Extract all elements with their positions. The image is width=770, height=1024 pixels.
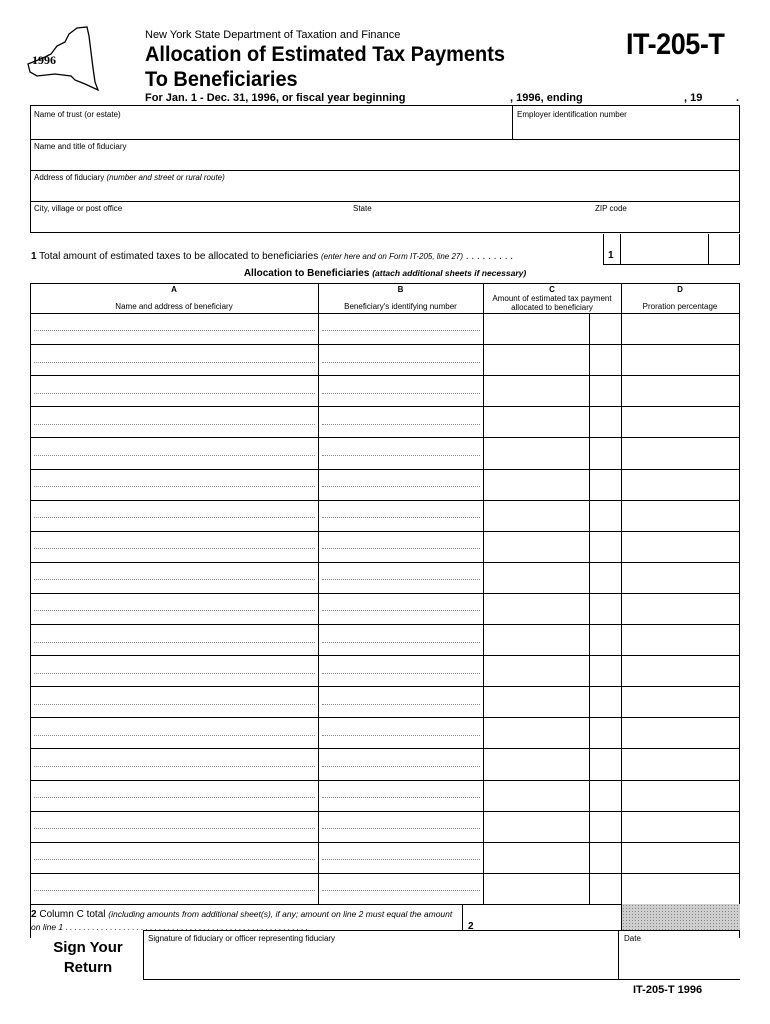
column-a-letter: A [171, 285, 177, 294]
beneficiary-id-cell[interactable] [319, 875, 483, 904]
address-field[interactable] [31, 183, 738, 200]
line2-note: (including amounts from additional sheet(s), if any; amount on line 2 must equal the amount on line 1 [31, 909, 453, 932]
proration-percentage-cell[interactable] [622, 439, 739, 468]
allocated-amount-cell[interactable] [484, 626, 589, 655]
allocated-cents-cell[interactable] [590, 564, 620, 593]
proration-percentage-cell[interactable] [622, 346, 739, 375]
allocated-amount-cell[interactable] [484, 719, 589, 748]
beneficiary-id-cell[interactable] [319, 314, 483, 343]
dotted-guide [322, 393, 480, 394]
proration-percentage-cell[interactable] [622, 782, 739, 811]
proration-percentage-cell[interactable] [622, 471, 739, 500]
beneficiary-name-cell[interactable] [31, 782, 318, 811]
dotted-guide [34, 642, 315, 643]
column-c-letter: C [549, 285, 555, 294]
table-row [30, 717, 740, 749]
allocated-amount-cell[interactable] [484, 813, 589, 842]
dotted-guide [34, 393, 315, 394]
allocated-amount-cell[interactable] [484, 346, 589, 375]
footer-form-id: IT-205-T 1996 [633, 984, 703, 996]
allocated-cents-cell[interactable] [590, 502, 620, 531]
proration-percentage-cell[interactable] [622, 719, 739, 748]
line1-box-number: 1 [608, 250, 614, 261]
beneficiary-id-cell[interactable] [319, 502, 483, 531]
dotted-guide [322, 610, 480, 611]
dotted-guide [34, 610, 315, 611]
beneficiary-id-cell[interactable] [319, 439, 483, 468]
proration-percentage-cell[interactable] [622, 314, 739, 343]
dotted-guide [34, 673, 315, 674]
dotted-guide [322, 673, 480, 674]
tax-period-dot: . [736, 92, 740, 104]
allocation-heading-note: (attach additional sheets if necessary) [372, 268, 527, 278]
dotted-guide [322, 330, 480, 331]
dotted-guide [34, 517, 315, 518]
allocated-cents-cell[interactable] [590, 657, 620, 686]
beneficiary-id-cell[interactable] [319, 595, 483, 624]
city-label: City, village or post office [34, 204, 123, 213]
allocated-amount-cell[interactable] [484, 314, 589, 343]
allocated-amount-cell[interactable] [484, 750, 589, 779]
allocated-amount-cell[interactable] [484, 377, 589, 406]
line2-number: 2 [31, 909, 37, 920]
line1-note: (enter here and on Form IT-205, line 27) [321, 252, 464, 261]
proration-percentage-cell[interactable] [622, 408, 739, 437]
allocated-cents-cell[interactable] [590, 688, 620, 717]
allocated-amount-cell[interactable] [484, 782, 589, 811]
dotted-guide [34, 735, 315, 736]
beneficiary-id-cell[interactable] [319, 408, 483, 437]
year-badge: 1996 [32, 53, 56, 67]
line1-leader: . . . . . . . . . [463, 251, 514, 262]
date-field[interactable] [620, 945, 738, 977]
beneficiary-name-cell[interactable] [31, 657, 318, 686]
beneficiary-id-cell[interactable] [319, 471, 483, 500]
column-b-label: Beneficiary's identifying number [344, 302, 457, 311]
dotted-guide [322, 704, 480, 705]
allocated-amount-cell[interactable] [484, 844, 589, 873]
beneficiary-name-cell[interactable] [31, 719, 318, 748]
zip-label: ZIP code [595, 204, 627, 213]
dotted-guide [34, 548, 315, 549]
dotted-guide [34, 579, 315, 580]
address-label [34, 173, 225, 182]
allocated-cents-cell[interactable] [590, 377, 620, 406]
line1-cents-field[interactable] [709, 235, 738, 263]
allocated-cents-cell[interactable] [590, 719, 620, 748]
table-row [30, 811, 740, 843]
dotted-guide [322, 859, 480, 860]
beneficiary-name-cell[interactable] [31, 502, 318, 531]
proration-percentage-cell[interactable] [622, 657, 739, 686]
proration-percentage-cell[interactable] [622, 533, 739, 562]
line2-amount-field[interactable] [484, 905, 588, 929]
line1-text [31, 251, 513, 262]
dotted-guide [34, 890, 315, 891]
signature-field[interactable] [145, 945, 615, 977]
dotted-guide [34, 424, 315, 425]
state-label: State [353, 204, 372, 213]
line2-box-number: 2 [468, 921, 474, 932]
dotted-guide [34, 704, 315, 705]
sign-heading-line1: Sign Your [53, 939, 123, 956]
sign-your-return-heading [40, 938, 136, 978]
beneficiary-id-cell[interactable] [319, 657, 483, 686]
allocated-cents-cell[interactable] [590, 813, 620, 842]
dotted-guide [34, 330, 315, 331]
dotted-guide [322, 579, 480, 580]
beneficiary-name-cell[interactable] [31, 564, 318, 593]
dotted-guide [34, 828, 315, 829]
table-row [30, 624, 740, 656]
beneficiary-name-cell[interactable] [31, 813, 318, 842]
beneficiary-id-cell[interactable] [319, 346, 483, 375]
form-number: IT-205-T [626, 28, 725, 61]
allocated-amount-cell[interactable] [484, 439, 589, 468]
dotted-guide [34, 859, 315, 860]
column-d-label: Proration percentage [642, 302, 718, 311]
new-york-state-outline [25, 24, 105, 94]
beneficiary-id-cell[interactable] [319, 813, 483, 842]
beneficiary-id-cell[interactable] [319, 719, 483, 748]
beneficiary-name-cell[interactable] [31, 471, 318, 500]
proration-percentage-cell[interactable] [622, 688, 739, 717]
dotted-guide [322, 455, 480, 456]
table-row [30, 469, 740, 501]
column-b-letter: B [397, 285, 404, 294]
dotted-guide [322, 548, 480, 549]
beneficiary-id-cell[interactable] [319, 564, 483, 593]
tax-period-ending-label: , 1996, ending [510, 92, 583, 104]
table-row [30, 686, 740, 718]
table-row [30, 313, 740, 344]
proration-percentage-cell[interactable] [622, 750, 739, 779]
proration-percentage-cell[interactable] [622, 595, 739, 624]
table-row [30, 500, 740, 532]
table-row [30, 437, 740, 469]
proration-percentage-cell[interactable] [622, 875, 739, 904]
city-field[interactable] [31, 214, 349, 231]
allocated-cents-cell[interactable] [590, 471, 620, 500]
table-row [30, 344, 740, 376]
line2-leader: . . . . . . . . . . . . . . . . . . . . . . . . . . . . . . . . . . . . . . . . . . . . . . . . . . . . . . . [63, 923, 308, 932]
dotted-guide [322, 735, 480, 736]
dotted-guide [322, 517, 480, 518]
dotted-guide [322, 642, 480, 643]
fiduciary-label: Name and title of fiduciary [34, 142, 127, 151]
trust-name-label: Name of trust (or estate) [34, 110, 121, 119]
allocated-amount-cell[interactable] [484, 564, 589, 593]
line2-label: Column C total [39, 909, 106, 920]
fiscal-end-field[interactable] [590, 90, 680, 104]
dotted-guide [34, 362, 315, 363]
address-label-note: (number and street or rural route) [106, 173, 225, 182]
allocation-heading-text: Allocation to Beneficiaries [243, 268, 370, 279]
form-title [145, 42, 505, 92]
form-title-line1: Allocation of Estimated Tax Payments [145, 43, 505, 66]
proration-percentage-cell[interactable] [622, 626, 739, 655]
ein-label: Employer identification number [517, 110, 627, 119]
allocated-amount-cell[interactable] [484, 408, 589, 437]
beneficiary-name-cell[interactable] [31, 439, 318, 468]
signature-label: Signature of fiduciary or officer representing fiduciary [148, 934, 336, 943]
dotted-guide [34, 797, 315, 798]
allocated-amount-cell[interactable] [484, 471, 589, 500]
column-d-letter: D [677, 285, 683, 294]
beneficiary-id-cell[interactable] [319, 782, 483, 811]
allocated-amount-cell[interactable] [484, 502, 589, 531]
state-field[interactable] [350, 214, 590, 231]
beneficiary-name-cell[interactable] [31, 595, 318, 624]
form-title-line2: To Beneficiaries [145, 68, 298, 91]
allocated-cents-cell[interactable] [590, 439, 620, 468]
allocated-cents-cell[interactable] [590, 844, 620, 873]
zip-field[interactable] [591, 214, 738, 231]
table-row [30, 593, 740, 625]
dotted-guide [322, 797, 480, 798]
allocated-amount-cell[interactable] [484, 657, 589, 686]
beneficiary-name-cell[interactable] [31, 377, 318, 406]
table-row [30, 873, 740, 905]
table-row [30, 562, 740, 594]
beneficiary-name-cell[interactable] [31, 533, 318, 562]
dotted-guide [34, 486, 315, 487]
sign-heading-line2: Return [63, 959, 113, 976]
tax-period-year-label: , 19 [684, 92, 703, 104]
allocated-cents-cell[interactable] [590, 595, 620, 624]
beneficiary-name-cell[interactable] [31, 314, 318, 343]
line2-cents-field[interactable] [590, 905, 620, 929]
proration-percentage-cell[interactable] [622, 502, 739, 531]
dotted-guide [322, 766, 480, 767]
beneficiary-name-cell[interactable] [31, 750, 318, 779]
date-label: Date [624, 934, 641, 943]
beneficiary-name-cell[interactable] [31, 844, 318, 873]
dotted-guide [322, 486, 480, 487]
table-row [30, 531, 740, 563]
beneficiary-id-cell[interactable] [319, 750, 483, 779]
dotted-guide [34, 766, 315, 767]
dotted-guide [322, 424, 480, 425]
dotted-guide [322, 362, 480, 363]
beneficiary-name-cell[interactable] [31, 688, 318, 717]
allocated-cents-cell[interactable] [590, 750, 620, 779]
dotted-guide [322, 828, 480, 829]
proration-percentage-cell[interactable] [622, 564, 739, 593]
fiduciary-field[interactable] [31, 152, 738, 169]
line1-label: Total amount of estimated taxes to be allocated to beneficiaries [39, 251, 319, 262]
column-a-label: Name and address of beneficiary [115, 302, 233, 311]
table-row [30, 406, 740, 438]
column-c-label: Amount of estimated tax payment allocated to beneficiary [492, 294, 612, 312]
allocated-amount-cell[interactable] [484, 875, 589, 904]
shaded-area [622, 904, 740, 930]
allocated-cents-cell[interactable] [590, 626, 620, 655]
allocated-cents-cell[interactable] [590, 533, 620, 562]
proration-percentage-cell[interactable] [622, 377, 739, 406]
address-label-text: Address of fiduciary [34, 173, 105, 182]
allocated-amount-cell[interactable] [484, 533, 589, 562]
table-row [30, 842, 740, 874]
proration-percentage-cell[interactable] [622, 813, 739, 842]
table-row [30, 748, 740, 780]
beneficiary-id-cell[interactable] [319, 533, 483, 562]
beneficiary-id-cell[interactable] [319, 377, 483, 406]
ein-field[interactable] [513, 120, 738, 138]
beneficiary-id-cell[interactable] [319, 688, 483, 717]
agency-name: New York State Department of Taxation and Finance [145, 29, 401, 41]
beneficiary-name-cell[interactable] [31, 408, 318, 437]
table-row [30, 655, 740, 687]
dotted-guide [322, 890, 480, 891]
allocated-cents-cell[interactable] [590, 346, 620, 375]
tax-period-label: For Jan. 1 - Dec. 31, 1996, or fiscal year beginning [145, 92, 406, 104]
dotted-guide [34, 455, 315, 456]
allocated-cents-cell[interactable] [590, 314, 620, 343]
beneficiary-name-cell[interactable] [31, 626, 318, 655]
allocated-amount-cell[interactable] [484, 688, 589, 717]
table-row [30, 780, 740, 812]
fiscal-begin-field[interactable] [422, 90, 506, 104]
allocated-cents-cell[interactable] [590, 875, 620, 904]
beneficiary-id-cell[interactable] [319, 626, 483, 655]
beneficiary-name-cell[interactable] [31, 346, 318, 375]
allocated-amount-cell[interactable] [484, 595, 589, 624]
table-row [30, 375, 740, 407]
beneficiary-name-cell[interactable] [31, 875, 318, 904]
line1-amount-field[interactable] [621, 235, 707, 263]
allocated-cents-cell[interactable] [590, 782, 620, 811]
line1-number: 1 [31, 251, 37, 262]
allocated-cents-cell[interactable] [590, 408, 620, 437]
trust-name-field[interactable] [31, 120, 511, 138]
allocation-heading [0, 268, 770, 279]
proration-percentage-cell[interactable] [622, 844, 739, 873]
beneficiary-id-cell[interactable] [319, 844, 483, 873]
